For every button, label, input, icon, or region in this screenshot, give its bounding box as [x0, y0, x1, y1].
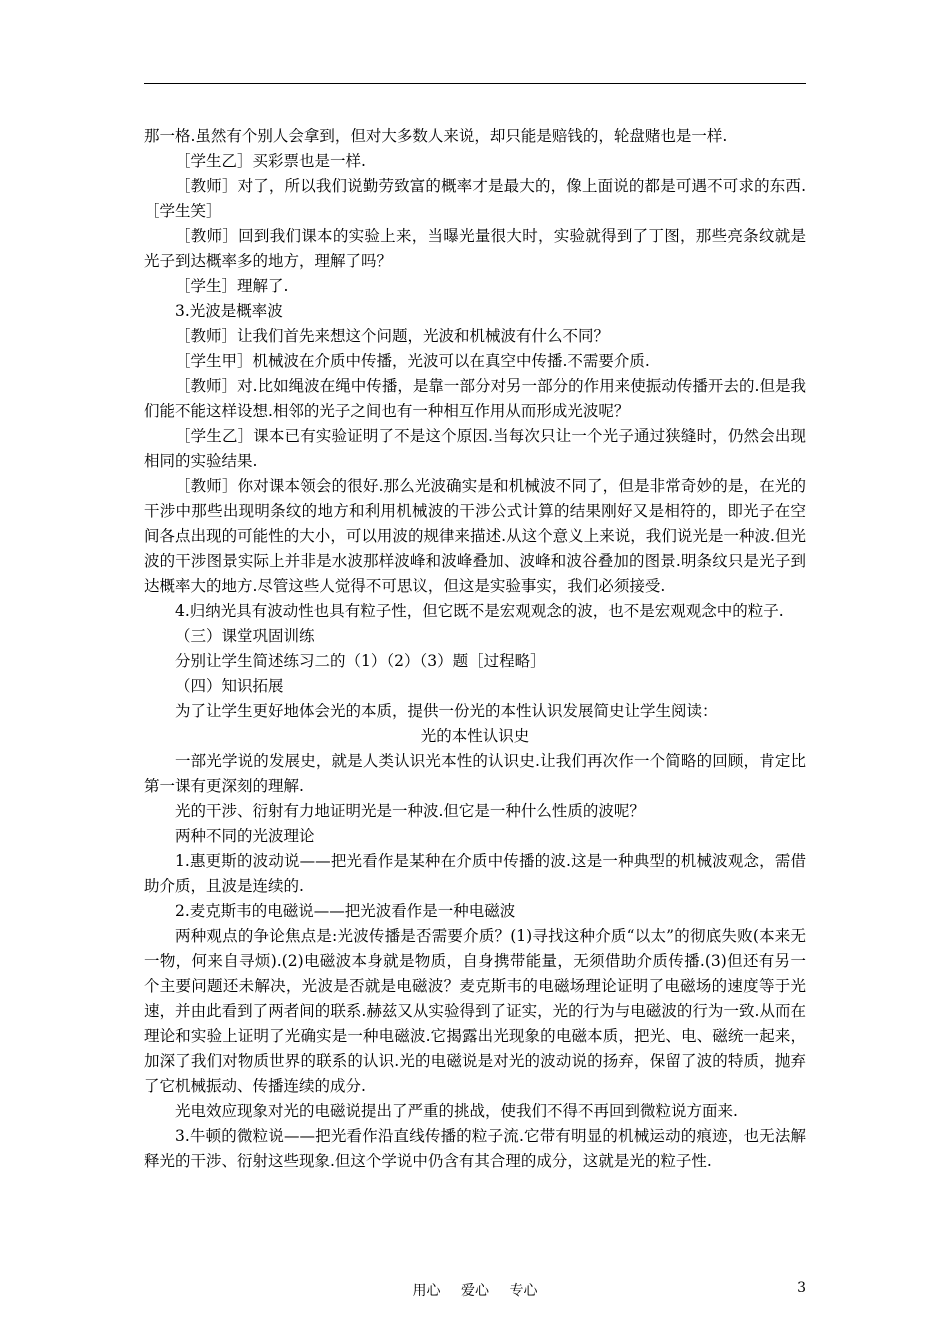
- footer-item: 用心: [412, 1283, 441, 1299]
- paragraph: ［学生乙］买彩票也是一样.: [175, 152, 366, 170]
- footer-motto: [0, 1280, 950, 1300]
- paragraph: ［教师］你对课本领会的很好.那么光波确实是和机械波不同了，但是非常奇妙的是，在光的干涉中那些出现明条纹的地方和利用机械波的干涉公式计算的结果刚好又是相符的，即光子在空间各点出现的可能性的大小，可以用波的规律来描述.从这个意义上来说，我们说光是一种波.但光波的干涉图景实际上并非是水波那样波峰和波峰叠加、波峰和波谷叠加的图景.明条纹只是光子到达概率大的地方.尽管这些人觉得不可思议，但这是实验事实，我们必须接受.: [144, 477, 806, 595]
- footer-item: 爱心: [461, 1283, 489, 1299]
- footer-item: 专心: [509, 1283, 538, 1299]
- article-title: 光的本性认识史: [420, 727, 530, 745]
- paragraph: 3.牛顿的微粒说——把光看作沿直线传播的粒子流.它带有明显的机械运动的痕迹，也无法解释光的干涉、衍射这些现象.但这个学说中仍含有其合理的成分，这就是光的粒子性.: [144, 1127, 806, 1170]
- header-rule: [144, 83, 806, 84]
- paragraph: ［教师］回到我们课本的实验上来，当曝光量很大时，实验就得到了丁图，那些亮条纹就是光子到达概率多的地方，理解了吗？: [144, 227, 806, 270]
- section-heading: 两种不同的光波理论: [175, 827, 315, 845]
- section-heading: 3.光波是概率波: [175, 302, 283, 320]
- paragraph: 为了让学生更好地体会光的本质，提供一份光的本性认识发展简史让学生阅读：: [175, 702, 718, 720]
- paragraph: ［学生乙］课本已有实验证明了不是这个原因.当每次只让一个光子通过狭缝时，仍然会出现相同的实验结果.: [144, 427, 806, 470]
- page-number: 3: [797, 1280, 806, 1296]
- section-heading: 4.归纳光具有波动性也具有粒子性，但它既不是宏观观念的波，也不是宏观观念中的粒子.: [175, 602, 784, 620]
- paragraph: ［教师］对.比如绳波在绳中传播，是靠一部分对另一部分的作用来使振动传播开去的.但是我们能不能这样设想.相邻的光子之间也有一种相互作用从而形成光波呢？: [144, 377, 806, 420]
- paragraph: 两种观点的争论焦点是:光波传播是否需要介质？(1)寻找这种介质“以太”的彻底失败(本来无一物，何来自寻烦).(2)电磁波本身就是物质，自身携带能量，无须借助介质传播.(3)但还有另一个主要问题还未解决，光波是否就是电磁波？麦克斯韦的电磁场理论证明了电磁场的速度等于光速，并由此看到了两者间的联系.赫兹又从实验得到了证实，光的行为与电磁波的行为一致.从而在理论和实验上证明了光确实是一种电磁波.它揭露出光现象的电磁本质，把光、电、磁统一起来，加深了我们对物质世界的联系的认识.光的电磁说是对光的波动说的扬弃，保留了波的特质，抛弃了它机械振动、传播连续的成分.: [144, 927, 806, 1095]
- paragraph: ［学生］理解了.: [175, 277, 289, 295]
- paragraph: 光电效应现象对光的电磁说提出了严重的挑战，使我们不得不再回到微粒说方面来.: [175, 1102, 738, 1120]
- section-heading: （三）课堂巩固训练: [175, 627, 315, 645]
- paragraph: ［教师］让我们首先来想这个问题，光波和机械波有什么不同？: [175, 327, 610, 345]
- paragraph: 一部光学说的发展史，就是人类认识光本性的认识史.让我们再次作一个简略的回顾，肯定比第一课有更深刻的理解.: [144, 752, 806, 795]
- page-footer: [0, 1280, 950, 1304]
- paragraph: 2.麦克斯韦的电磁说——把光波看作是一种电磁波: [175, 902, 516, 920]
- paragraph: ［教师］对了，所以我们说勤劳致富的概率才是最大的，像上面说的都是可遇不可求的东西.［学生笑］: [144, 177, 806, 220]
- paragraph: 光的干涉、衍射有力地证明光是一种波.但它是一种什么性质的波呢？: [175, 802, 645, 820]
- paragraph: 1.惠更斯的波动说——把光看作是某种在介质中传播的波.这是一种典型的机械波观念，需借助介质，且波是连续的.: [144, 852, 806, 895]
- paragraph: ［学生甲］机械波在介质中传播，光波可以在真空中传播.不需要介质.: [175, 352, 650, 370]
- paragraph: 那一格.虽然有个别人会拿到，但对大多数人来说，却只能是赔钱的，轮盘赌也是一样.: [144, 127, 728, 145]
- section-heading: （四）知识拓展: [175, 677, 284, 695]
- document-body: [144, 124, 806, 1174]
- paragraph: 分别让学生简述练习二的（1）（2）（3）题［过程略］: [175, 652, 546, 670]
